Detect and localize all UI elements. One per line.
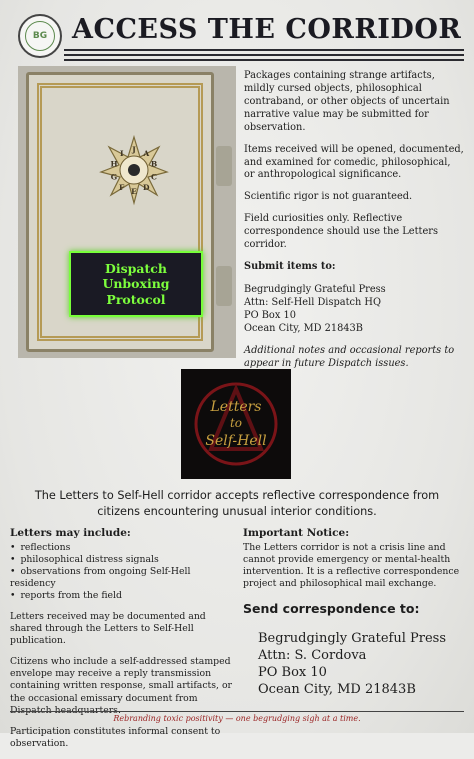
- mailbox-door: [26, 72, 214, 352]
- dial-letter: B: [150, 159, 158, 169]
- dispatch-intro: [244, 70, 464, 380]
- dial-letter: J: [132, 145, 136, 154]
- dial-letter: I: [119, 149, 124, 158]
- list-item: • philosophical distress signals: [10, 554, 232, 566]
- letters-paragraph: Citizens who include a self-addressed stamped envelope may receive a reply transmission containing written response, small artifacts, or the occasional emissary document from: [10, 656, 233, 704]
- label-line-2: Unboxing: [102, 276, 170, 292]
- door-hinge: [216, 146, 232, 186]
- label-line-1: Dispatch: [105, 260, 167, 276]
- dial-letter: E: [131, 187, 137, 196]
- notice-heading: Important Notice:: [243, 527, 350, 539]
- submit-heading: Submit items to:: [244, 261, 336, 273]
- letters-paragraph: Participation constitutes informal consent to observation.: [10, 725, 221, 749]
- press-logo: [18, 14, 62, 58]
- address-line: Begrudgingly Grateful Press: [258, 631, 447, 647]
- letters-heading: Letters may include:: [10, 527, 131, 539]
- emblem-text: Self-Hell: [205, 433, 267, 449]
- logo-mark: BG: [25, 21, 55, 51]
- intro-paragraph: Scientific rigor is not guaranteed.: [244, 191, 413, 203]
- title-rules: [64, 49, 464, 64]
- mailbox-photo: [18, 66, 236, 358]
- dispatch-address: [244, 284, 464, 336]
- intro-paragraph: Items received will be opened, documented, and examined for comedic, philosophical, or anthropological significance.: [244, 143, 464, 181]
- page-title: ACCESS THE CORRIDOR: [72, 14, 462, 45]
- emblem-text: to: [229, 416, 243, 430]
- correspondence-address: [243, 631, 465, 699]
- dispatch-protocol-label: [69, 251, 203, 317]
- dial-letter: D: [143, 183, 150, 192]
- footer-divider: [10, 711, 464, 712]
- dial-letter: G: [110, 172, 118, 182]
- address-line: Attn: Self-Hell Dispatch HQ: [244, 296, 382, 308]
- address-line: PO Box 10: [258, 664, 327, 680]
- letters-info: [10, 527, 232, 759]
- combination-dial: [99, 135, 169, 205]
- address-line: Begrudgingly Grateful Press: [244, 283, 386, 295]
- intro-paragraph: Packages containing strange artifacts, mildly cursed objects, philosophical contraband, or other objects of uncertain narrative value may be submitted for observation.: [244, 70, 450, 133]
- address-line: Attn: S. Cordova: [258, 648, 367, 664]
- dial-letter: C: [151, 172, 157, 182]
- dial-letter: F: [119, 183, 125, 192]
- list-item: • reports from the field: [10, 590, 232, 602]
- letters-to-self-hell-emblem: [181, 369, 291, 479]
- footer-tagline: Rebranding toxic positivity — one begrudging sigh at a time.: [113, 714, 361, 723]
- corridor-lead: The Letters to Self-Hell corridor accepts reflective correspondence from citizens encountering unusual interior conditions.: [34, 489, 440, 518]
- label-line-3: Protocol: [106, 291, 166, 307]
- send-heading: Send correspondence to:: [243, 600, 420, 616]
- address-line: Ocean City, MD 21843B: [258, 681, 416, 697]
- emblem-text: Letters: [210, 399, 262, 415]
- dial-letter: A: [143, 149, 150, 158]
- address-line: Ocean City, MD 21843B: [244, 322, 363, 334]
- door-hinge: [216, 266, 232, 306]
- dial-letter: H: [110, 159, 118, 169]
- address-line: PO Box 10: [244, 309, 296, 321]
- intro-paragraph: Field curiosities only. Reflective correspondence should use the Letters corridor.: [244, 213, 438, 251]
- notice-column: [243, 527, 465, 699]
- letters-list: [10, 542, 232, 602]
- letters-paragraph: Letters received may be documented and shared through the Letters to Self-Hell publication.: [10, 611, 206, 647]
- list-item: • reflections: [10, 542, 232, 554]
- dispatch-note: Additional notes and occasional reports to appear in future Dispatch issues.: [244, 344, 455, 369]
- notice-text: The Letters corridor is not a crisis line and cannot provide emergency or mental-health intervention. It is a reflective correspondence project and philosophical mail exchange.: [243, 541, 460, 589]
- list-item: • observations from ongoing Self-Hell residency: [10, 566, 232, 590]
